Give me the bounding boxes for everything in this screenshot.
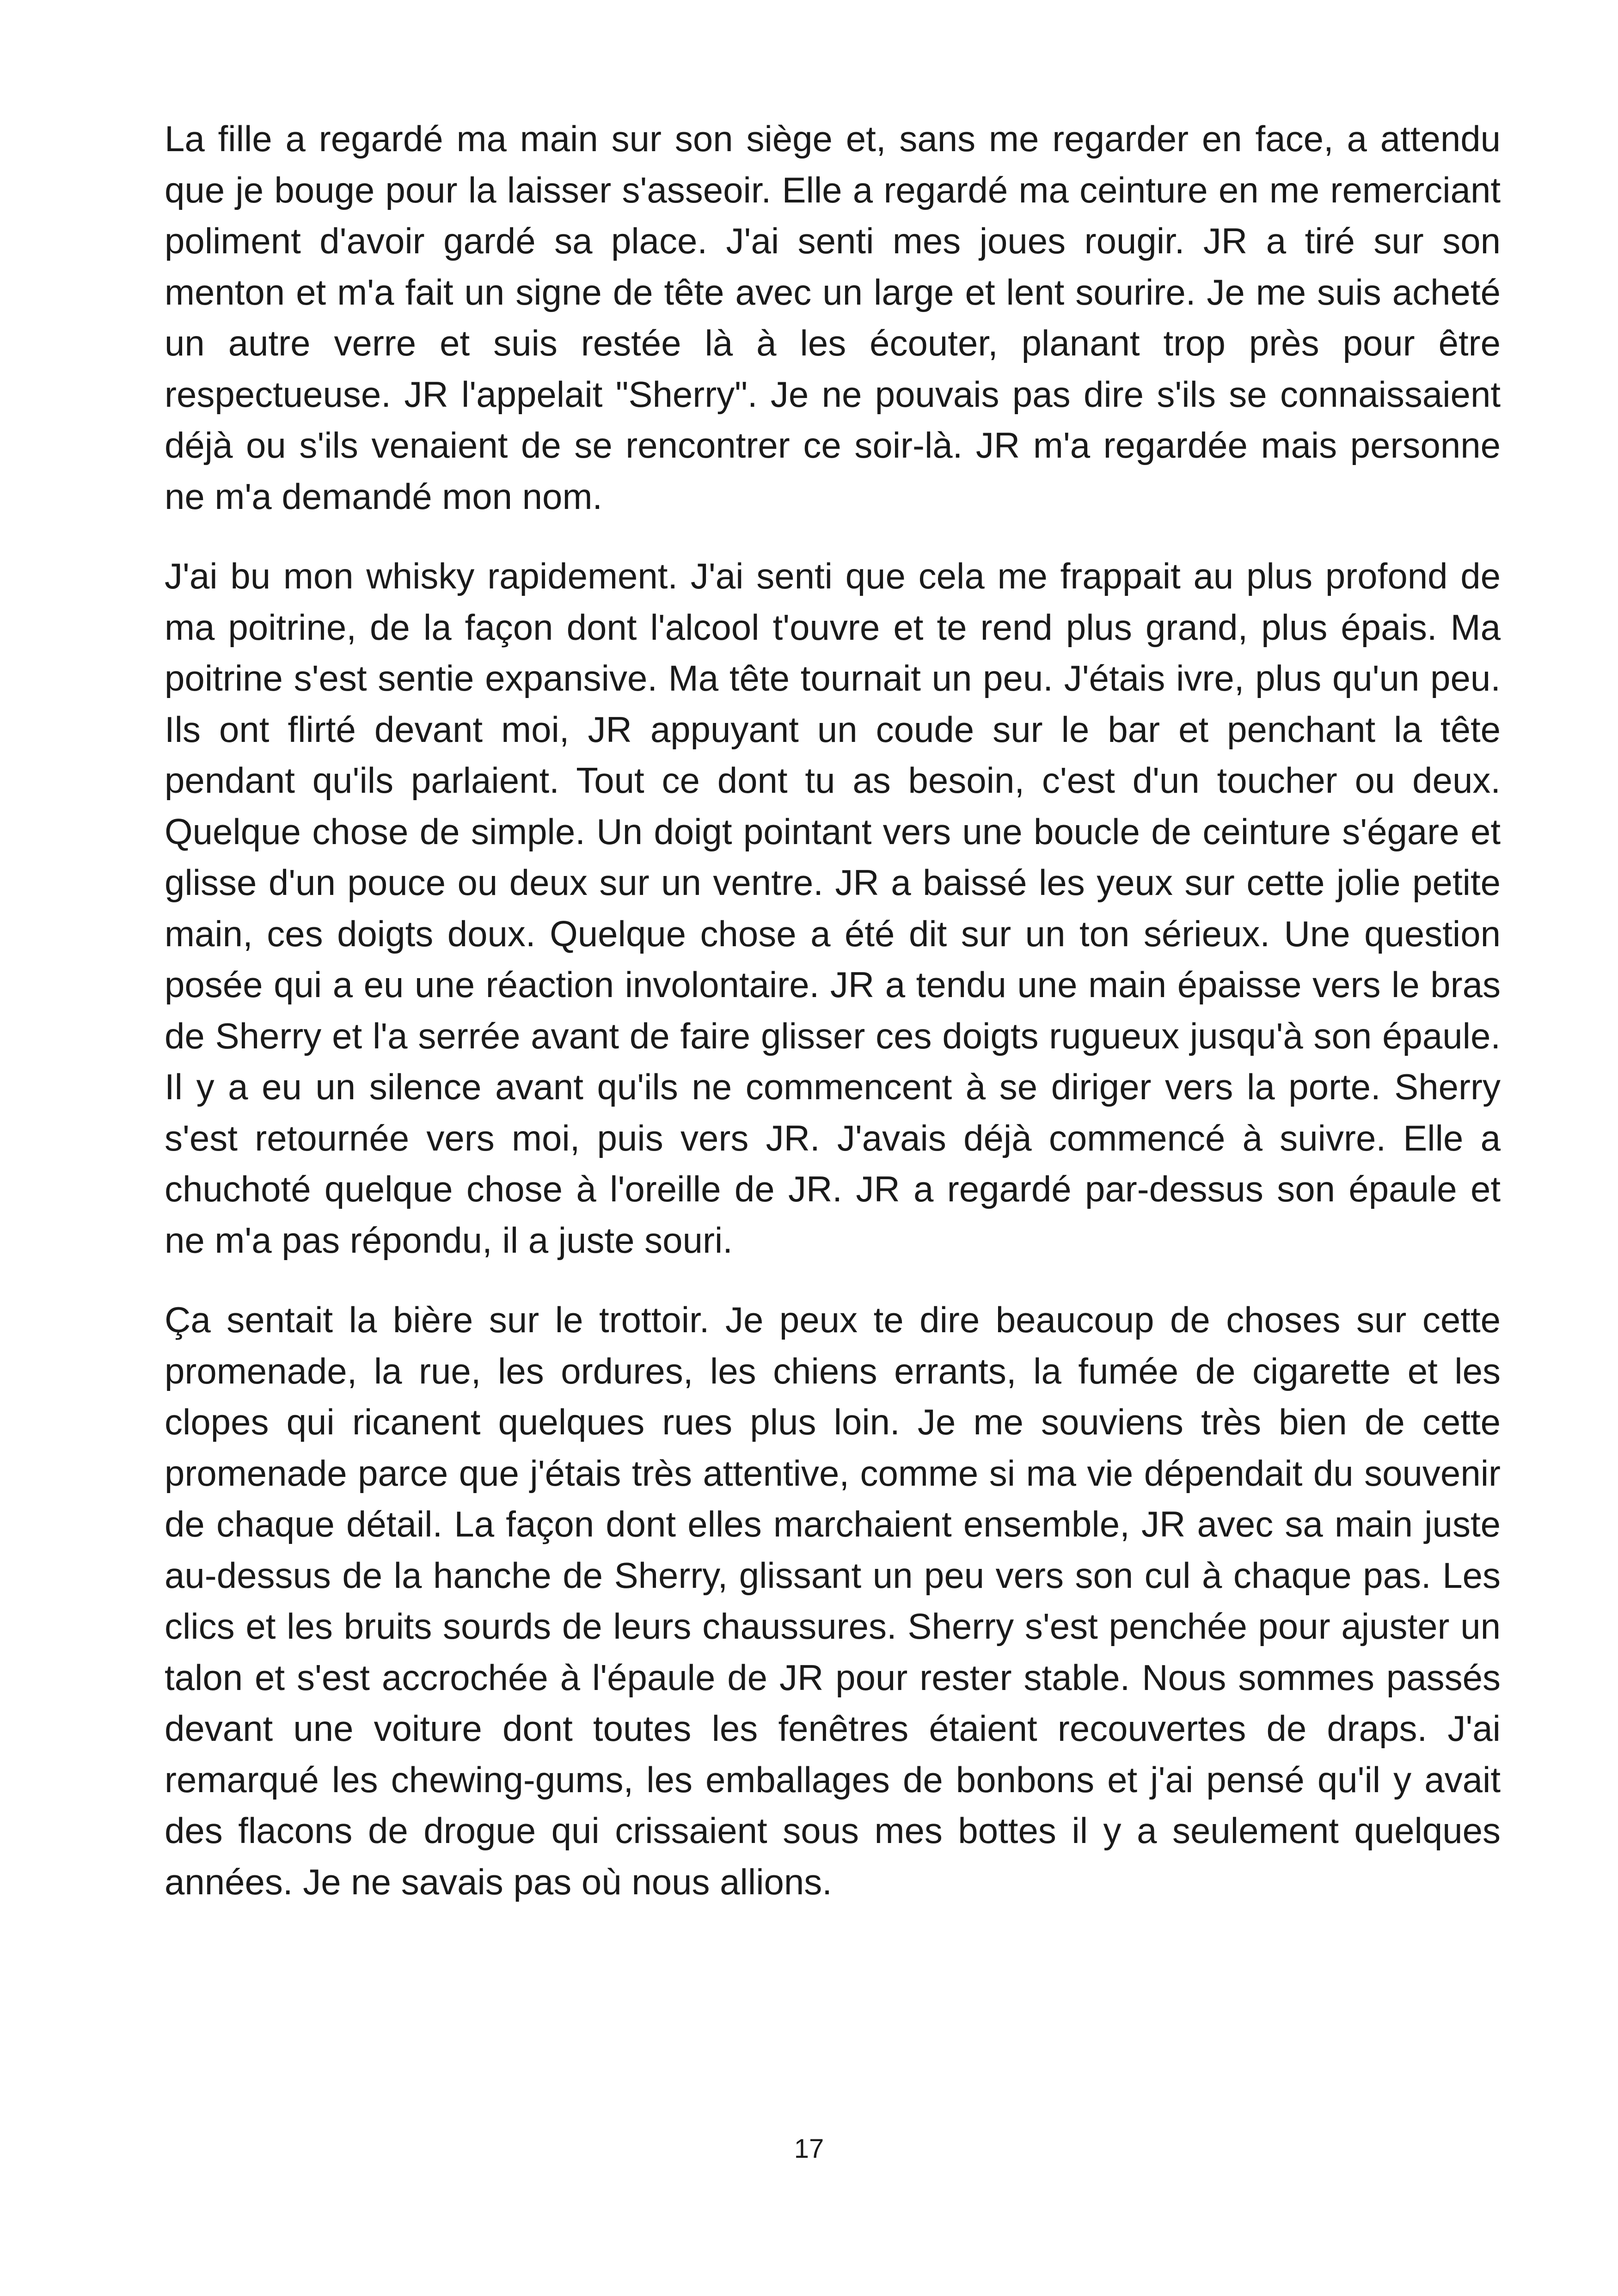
paragraph-2: J'ai bu mon whisky rapidement. J'ai senti que cela me frappait au plus profond de ma poitrine, de la façon dont l'alcool t'ouvre et te rend plus grand, plus épais. Ma poitrine s'est sentie expansive. Ma tête tournait un peu. J'étais ivre, plus qu'un peu. Ils ont flirté devant moi, JR appuyant un coude sur le bar et penchant la tête pendant qu'ils parlaient. Tout ce dont tu as besoin, c'est d'un toucher ou deux. Quelque chose de simple. Un doigt pointant vers une boucle de ceinture s'égare et glisse d'un pouce ou deux sur un ventre. JR a baissé les yeux sur cette jolie petite main, ces doigts doux. Quelque chose a été dit sur un ton sérieux. Une question posée qui a eu une réaction involontaire. JR a tendu une main épaisse vers le bras de Sherry et l'a serrée avant de faire glisser ces doigts rugueux jusqu'à son épaule. Il y a eu un silence avant qu'ils ne commencent à se diriger vers la porte. Sherry s'est retournée vers moi, puis vers JR. J'avais déjà commencé à suivre. Elle a chuchoté quelque chose à l'oreille de JR. JR a regardé par-dessus son épaule et ne m'a pas répondu, il a juste souri. [165,556,1501,1261]
body-text [165,113,1501,1936]
paragraph-1: La fille a regardé ma main sur son siège et, sans me regarder en face, a attendu que je bouge pour la laisser s'asseoir. Elle a regardé ma ceinture en me remerciant poliment d'avoir gardé sa place. J'ai senti mes joues rougir. JR a tiré sur son menton et m'a fait un signe de tête avec un large et lent sourire. Je me suis acheté un autre verre et suis restée là à les écouter, planant trop près pour être respectueuse. JR l'appelait "Sherry". Je ne pouvais pas dire s'ils se connaissaient déjà ou s'ils venaient de se rencontrer ce soir-là. JR m'a regardée mais personne ne m'a demandé mon nom. [165,118,1501,517]
page-number: 17 [794,2134,824,2164]
paragraph-3: Ça sentait la bière sur le trottoir. Je peux te dire beaucoup de choses sur cette promenade, la rue, les ordures, les chiens errants, la fumée de cigarette et les clopes qui ricanent quelques rues plus loin. Je me souviens très bien de cette promenade parce que j'étais très attentive, comme si ma vie dépendait du souvenir de chaque détail. La façon dont elles marchaient ensemble, JR avec sa main juste au-dessus de la hanche de Sherry, glissant un peu vers son cul à chaque pas. Les clics et les bruits sourds de leurs chaussures. Sherry s'est penchée pour ajuster un talon et s'est accrochée à l'épaule de JR pour rester stable. Nous sommes passés devant une voiture dont toutes les fenêtres étaient recouvertes de draps. J'ai remarqué les chewing-gums, les emballages de bonbons et j'ai pensé qu'il y avait des flacons de drogue qui crissaient sous mes bottes il y a seulement quelques années. Je ne savais pas où nous allions. [165,1299,1501,1902]
